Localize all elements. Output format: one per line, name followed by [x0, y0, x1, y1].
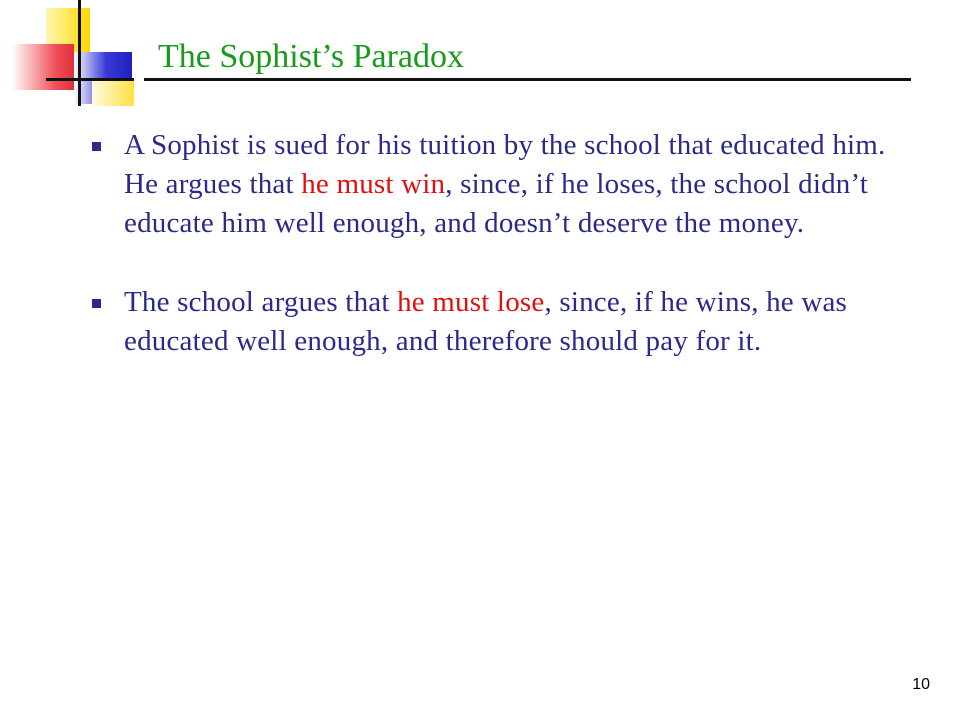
decor-horizontal-rule: [46, 78, 134, 81]
title-underline: [144, 78, 911, 81]
bullet-item-2: [92, 283, 912, 361]
highlight-text: he must win: [301, 168, 446, 200]
bullet-text-before: A Sophist is sued for his tuition by the school that educated him. He argues that: [124, 129, 886, 200]
bullet-text-after: , since, if he loses, the school didn’t educate him well enough, and doesn’t deserve the money.: [124, 168, 869, 239]
vertical-rule: [78, 0, 81, 106]
page-number: 10: [912, 676, 930, 693]
red-square: [12, 44, 74, 90]
bullet-text-before: The school argues that: [124, 286, 398, 318]
bullet-square-icon: [92, 142, 101, 151]
bullet-text-after: , since, if he wins, he was educated well enough, and therefore should pay for it.: [124, 286, 848, 357]
highlight-text: he must lose: [397, 286, 545, 318]
slide-title: The Sophist’s Paradox: [158, 38, 464, 75]
bullet-item-1: [92, 126, 912, 243]
decorative-squares: [0, 0, 150, 110]
bullet-square-icon: [92, 299, 101, 308]
yellow-square-small: [92, 80, 134, 106]
bullet-list: [92, 126, 912, 361]
